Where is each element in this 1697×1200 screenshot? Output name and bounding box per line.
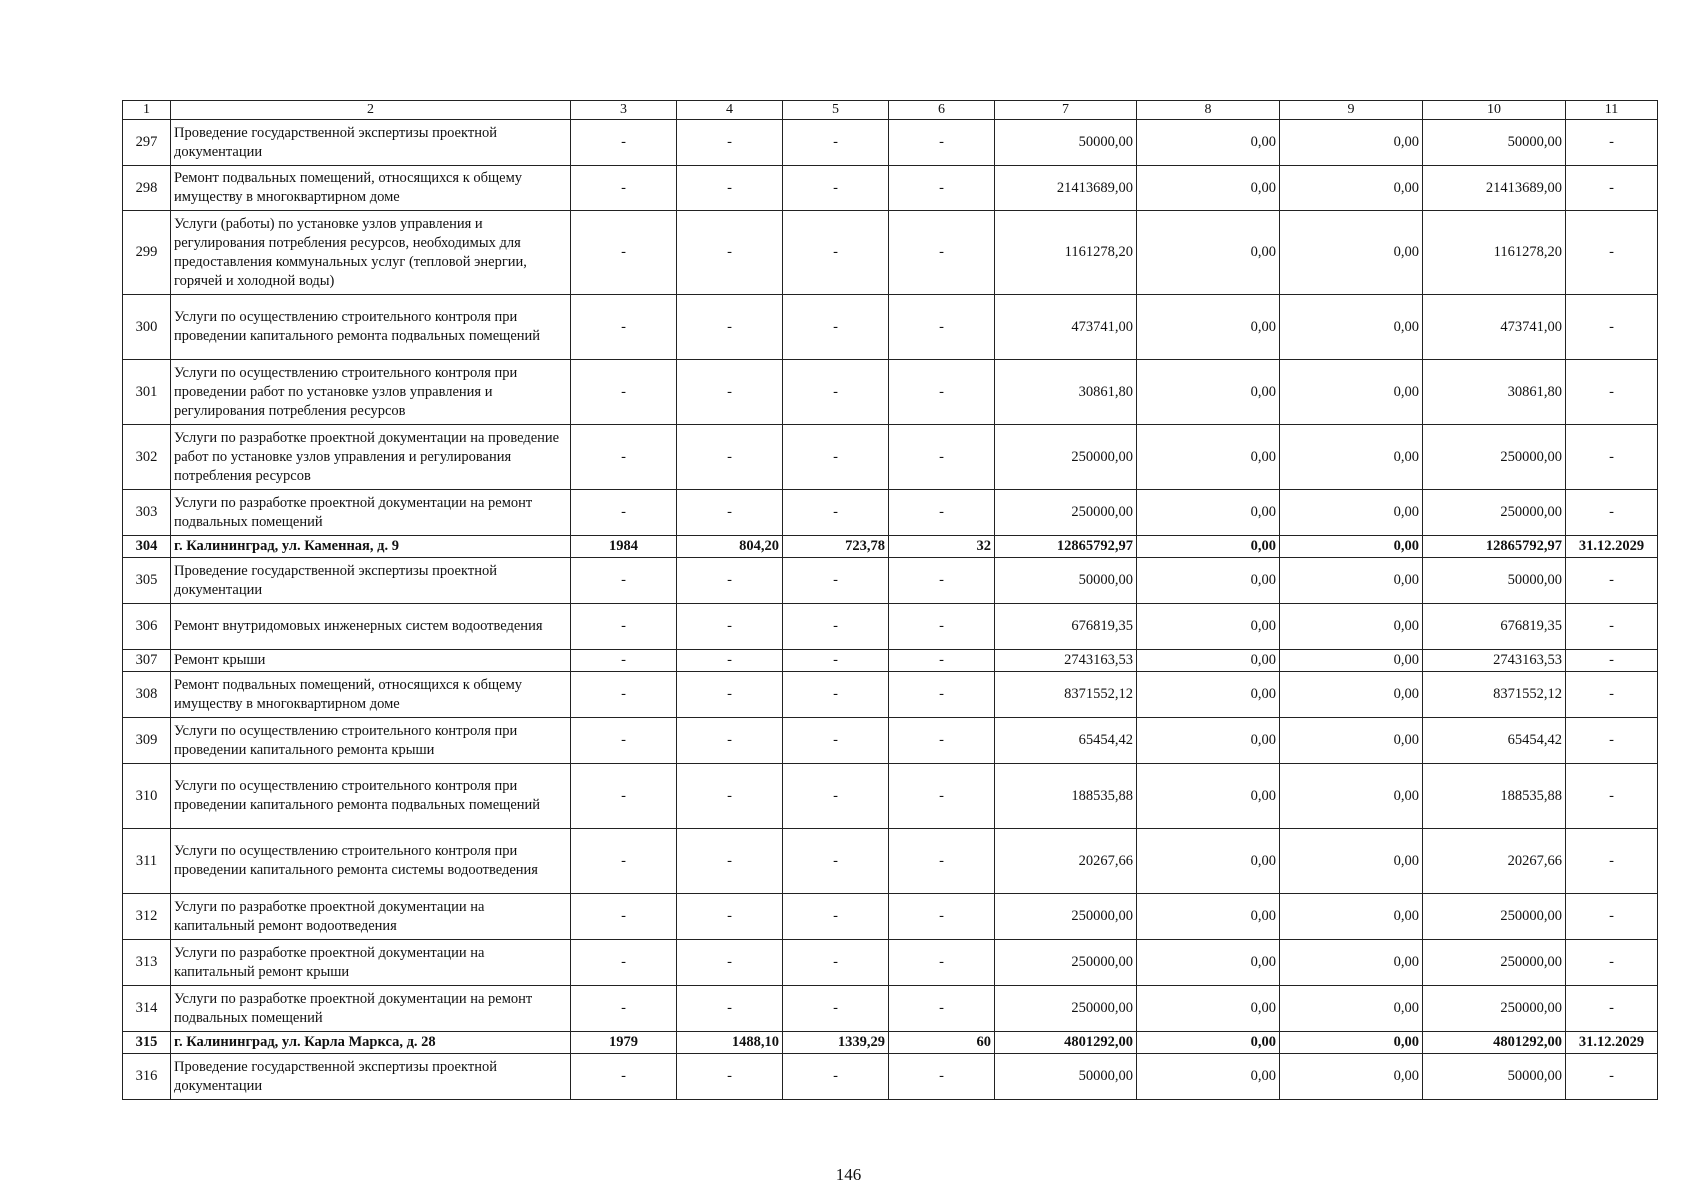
cell-col-4: - [677, 1054, 783, 1100]
cell-col-5: - [783, 211, 889, 295]
cell-col-4: 804,20 [677, 536, 783, 558]
row-number: 307 [123, 650, 171, 672]
cell-col-6: - [889, 558, 995, 604]
cell-col-9: 0,00 [1280, 360, 1423, 425]
cell-col-11: - [1566, 295, 1658, 360]
row-number: 301 [123, 360, 171, 425]
cell-col-7: 250000,00 [995, 894, 1137, 940]
row-description: Услуги по разработке проектной документации на ремонт подвальных помещений [171, 490, 571, 536]
row-number: 316 [123, 1054, 171, 1100]
row-number: 304 [123, 536, 171, 558]
cell-col-11: - [1566, 490, 1658, 536]
cell-col-4: - [677, 718, 783, 764]
cell-col-11: - [1566, 672, 1658, 718]
cell-col-6: - [889, 360, 995, 425]
cell-col-3: - [571, 295, 677, 360]
cell-col-5: - [783, 986, 889, 1032]
address-row [123, 1032, 1658, 1054]
table-row [123, 672, 1658, 718]
row-description: Проведение государственной экспертизы проектной документации [171, 558, 571, 604]
table-row [123, 425, 1658, 490]
cell-col-4: - [677, 829, 783, 894]
cell-col-9: 0,00 [1280, 940, 1423, 986]
cell-col-9: 0,00 [1280, 672, 1423, 718]
cell-col-10: 473741,00 [1423, 295, 1566, 360]
cell-col-6: - [889, 829, 995, 894]
cell-col-9: 0,00 [1280, 536, 1423, 558]
cell-col-10: 4801292,00 [1423, 1032, 1566, 1054]
cell-col-8: 0,00 [1137, 829, 1280, 894]
cell-col-4: - [677, 558, 783, 604]
cell-col-9: 0,00 [1280, 986, 1423, 1032]
cell-col-9: 0,00 [1280, 295, 1423, 360]
cell-col-10: 250000,00 [1423, 425, 1566, 490]
cell-col-5: - [783, 120, 889, 166]
cell-col-3: - [571, 986, 677, 1032]
cell-col-6: - [889, 940, 995, 986]
cell-col-4: - [677, 211, 783, 295]
column-header: 9 [1280, 101, 1423, 120]
cell-col-3: - [571, 650, 677, 672]
cell-col-10: 1161278,20 [1423, 211, 1566, 295]
cell-col-11: - [1566, 718, 1658, 764]
cell-col-5: 1339,29 [783, 1032, 889, 1054]
cell-col-6: - [889, 166, 995, 211]
cell-col-7: 1161278,20 [995, 211, 1137, 295]
cell-col-11: - [1566, 986, 1658, 1032]
cell-col-11: - [1566, 425, 1658, 490]
cell-col-3: - [571, 360, 677, 425]
program-table [122, 100, 1658, 1100]
cell-col-6: - [889, 604, 995, 650]
cell-col-3: - [571, 490, 677, 536]
row-number: 309 [123, 718, 171, 764]
table-row [123, 1054, 1658, 1100]
cell-col-8: 0,00 [1137, 894, 1280, 940]
cell-col-6: - [889, 1054, 995, 1100]
cell-col-10: 30861,80 [1423, 360, 1566, 425]
cell-col-6: - [889, 986, 995, 1032]
cell-col-11: - [1566, 166, 1658, 211]
table-row [123, 940, 1658, 986]
cell-col-3: - [571, 718, 677, 764]
cell-col-9: 0,00 [1280, 650, 1423, 672]
cell-col-8: 0,00 [1137, 672, 1280, 718]
cell-col-7: 21413689,00 [995, 166, 1137, 211]
row-description: Услуги по осуществлению строительного контроля при проведении капитального ремонта крыши [171, 718, 571, 764]
address-row [123, 536, 1658, 558]
row-description: Услуги по разработке проектной документации на проведение работ по установке узлов управления и регулирования потребления ресурсов [171, 425, 571, 490]
table-row [123, 604, 1658, 650]
cell-col-10: 21413689,00 [1423, 166, 1566, 211]
column-header: 5 [783, 101, 889, 120]
cell-col-9: 0,00 [1280, 894, 1423, 940]
cell-col-6: - [889, 425, 995, 490]
cell-col-4: - [677, 764, 783, 829]
cell-col-4: - [677, 425, 783, 490]
cell-col-5: - [783, 558, 889, 604]
row-number: 300 [123, 295, 171, 360]
cell-col-8: 0,00 [1137, 120, 1280, 166]
row-description: Услуги по осуществлению строительного контроля при проведении работ по установке узлов управления и регулирования потребления ресурсов [171, 360, 571, 425]
cell-col-9: 0,00 [1280, 558, 1423, 604]
cell-col-3: - [571, 829, 677, 894]
cell-col-4: - [677, 672, 783, 718]
cell-col-10: 50000,00 [1423, 558, 1566, 604]
cell-col-8: 0,00 [1137, 940, 1280, 986]
cell-col-3: - [571, 1054, 677, 1100]
cell-col-9: 0,00 [1280, 718, 1423, 764]
cell-col-6: - [889, 894, 995, 940]
cell-col-6: 60 [889, 1032, 995, 1054]
cell-col-7: 676819,35 [995, 604, 1137, 650]
cell-col-8: 0,00 [1137, 1032, 1280, 1054]
cell-col-3: - [571, 425, 677, 490]
table-row [123, 894, 1658, 940]
table-row [123, 650, 1658, 672]
cell-col-7: 12865792,97 [995, 536, 1137, 558]
cell-col-10: 65454,42 [1423, 718, 1566, 764]
cell-col-3: - [571, 604, 677, 650]
column-header: 7 [995, 101, 1137, 120]
cell-col-10: 250000,00 [1423, 490, 1566, 536]
cell-col-3: - [571, 672, 677, 718]
cell-col-9: 0,00 [1280, 120, 1423, 166]
column-header: 8 [1137, 101, 1280, 120]
cell-col-8: 0,00 [1137, 211, 1280, 295]
cell-col-6: 32 [889, 536, 995, 558]
cell-col-3: - [571, 211, 677, 295]
cell-col-7: 8371552,12 [995, 672, 1137, 718]
cell-col-8: 0,00 [1137, 425, 1280, 490]
column-header: 3 [571, 101, 677, 120]
column-header: 1 [123, 101, 171, 120]
cell-col-11: - [1566, 120, 1658, 166]
row-description: Проведение государственной экспертизы проектной документации [171, 120, 571, 166]
cell-col-8: 0,00 [1137, 360, 1280, 425]
cell-col-7: 50000,00 [995, 120, 1137, 166]
table-row [123, 360, 1658, 425]
row-number: 308 [123, 672, 171, 718]
cell-col-4: - [677, 295, 783, 360]
cell-col-4: - [677, 120, 783, 166]
table-row [123, 986, 1658, 1032]
cell-col-5: - [783, 166, 889, 211]
cell-col-10: 20267,66 [1423, 829, 1566, 894]
row-description: Ремонт внутридомовых инженерных систем водоотведения [171, 604, 571, 650]
row-number: 313 [123, 940, 171, 986]
row-description: Проведение государственной экспертизы проектной документации [171, 1054, 571, 1100]
cell-col-10: 250000,00 [1423, 986, 1566, 1032]
cell-col-9: 0,00 [1280, 211, 1423, 295]
cell-col-7: 473741,00 [995, 295, 1137, 360]
cell-col-4: - [677, 940, 783, 986]
cell-col-5: - [783, 650, 889, 672]
cell-col-5: - [783, 295, 889, 360]
row-description: Услуги по осуществлению строительного контроля при проведении капитального ремонта подвальных помещений [171, 295, 571, 360]
row-number: 312 [123, 894, 171, 940]
row-number: 305 [123, 558, 171, 604]
row-description: Услуги (работы) по установке узлов управления и регулирования потребления ресурсов, необходимых для предоставления коммунальных услуг (тепловой энергии, горячей и холодной воды) [171, 211, 571, 295]
row-number: 314 [123, 986, 171, 1032]
cell-col-11: - [1566, 894, 1658, 940]
cell-col-4: - [677, 166, 783, 211]
cell-col-11: - [1566, 360, 1658, 425]
cell-col-6: - [889, 672, 995, 718]
row-description: Ремонт подвальных помещений, относящихся к общему имуществу в многоквартирном доме [171, 166, 571, 211]
cell-col-8: 0,00 [1137, 604, 1280, 650]
row-number: 303 [123, 490, 171, 536]
cell-col-9: 0,00 [1280, 166, 1423, 211]
column-header: 2 [171, 101, 571, 120]
cell-col-11: 31.12.2029 [1566, 536, 1658, 558]
table-row [123, 829, 1658, 894]
cell-col-7: 4801292,00 [995, 1032, 1137, 1054]
cell-col-10: 8371552,12 [1423, 672, 1566, 718]
table-row [123, 490, 1658, 536]
row-description: Услуги по разработке проектной документации на ремонт подвальных помещений [171, 986, 571, 1032]
cell-col-9: 0,00 [1280, 1054, 1423, 1100]
cell-col-4: - [677, 360, 783, 425]
cell-col-11: - [1566, 650, 1658, 672]
cell-col-8: 0,00 [1137, 490, 1280, 536]
cell-col-9: 0,00 [1280, 425, 1423, 490]
cell-col-8: 0,00 [1137, 986, 1280, 1032]
row-description: Ремонт крыши [171, 650, 571, 672]
cell-col-5: - [783, 718, 889, 764]
cell-col-8: 0,00 [1137, 536, 1280, 558]
cell-col-8: 0,00 [1137, 718, 1280, 764]
cell-col-5: - [783, 360, 889, 425]
cell-col-7: 30861,80 [995, 360, 1137, 425]
cell-col-8: 0,00 [1137, 558, 1280, 604]
cell-col-9: 0,00 [1280, 1032, 1423, 1054]
cell-col-4: - [677, 894, 783, 940]
cell-col-8: 0,00 [1137, 1054, 1280, 1100]
cell-col-5: 723,78 [783, 536, 889, 558]
cell-col-5: - [783, 1054, 889, 1100]
cell-col-5: - [783, 940, 889, 986]
cell-col-5: - [783, 490, 889, 536]
table-row [123, 120, 1658, 166]
cell-col-10: 50000,00 [1423, 120, 1566, 166]
cell-col-7: 65454,42 [995, 718, 1137, 764]
cell-col-4: - [677, 650, 783, 672]
cell-col-7: 50000,00 [995, 558, 1137, 604]
cell-col-11: - [1566, 604, 1658, 650]
row-description: Услуги по осуществлению строительного контроля при проведении капитального ремонта системы водоотведения [171, 829, 571, 894]
cell-col-3: 1984 [571, 536, 677, 558]
cell-col-3: - [571, 894, 677, 940]
cell-col-11: - [1566, 764, 1658, 829]
cell-col-10: 250000,00 [1423, 940, 1566, 986]
cell-col-3: - [571, 764, 677, 829]
cell-col-11: - [1566, 829, 1658, 894]
cell-col-6: - [889, 764, 995, 829]
cell-col-9: 0,00 [1280, 764, 1423, 829]
cell-col-7: 250000,00 [995, 425, 1137, 490]
row-description: Услуги по разработке проектной документации на капитальный ремонт водоотведения [171, 894, 571, 940]
row-number: 315 [123, 1032, 171, 1054]
page-number: 146 [835, 1165, 862, 1184]
program-table-sheet [122, 100, 1657, 1100]
cell-col-6: - [889, 490, 995, 536]
column-header: 11 [1566, 101, 1658, 120]
cell-col-5: - [783, 425, 889, 490]
cell-col-8: 0,00 [1137, 295, 1280, 360]
cell-col-10: 188535,88 [1423, 764, 1566, 829]
cell-col-4: - [677, 604, 783, 650]
table-row [123, 211, 1658, 295]
cell-col-8: 0,00 [1137, 166, 1280, 211]
cell-col-10: 12865792,97 [1423, 536, 1566, 558]
row-description: Ремонт подвальных помещений, относящихся к общему имуществу в многоквартирном доме [171, 672, 571, 718]
column-header: 4 [677, 101, 783, 120]
cell-col-5: - [783, 829, 889, 894]
cell-col-7: 50000,00 [995, 1054, 1137, 1100]
cell-col-9: 0,00 [1280, 829, 1423, 894]
cell-col-6: - [889, 295, 995, 360]
cell-col-11: - [1566, 940, 1658, 986]
cell-col-11: - [1566, 211, 1658, 295]
cell-col-10: 2743163,53 [1423, 650, 1566, 672]
cell-col-9: 0,00 [1280, 604, 1423, 650]
cell-col-10: 250000,00 [1423, 894, 1566, 940]
row-number: 310 [123, 764, 171, 829]
cell-col-4: 1488,10 [677, 1032, 783, 1054]
table-row [123, 295, 1658, 360]
cell-col-5: - [783, 604, 889, 650]
cell-col-10: 50000,00 [1423, 1054, 1566, 1100]
cell-col-11: - [1566, 558, 1658, 604]
cell-col-11: - [1566, 1054, 1658, 1100]
cell-col-7: 188535,88 [995, 764, 1137, 829]
cell-col-3: - [571, 558, 677, 604]
cell-col-10: 676819,35 [1423, 604, 1566, 650]
cell-col-6: - [889, 718, 995, 764]
cell-col-5: - [783, 672, 889, 718]
row-number: 302 [123, 425, 171, 490]
cell-col-4: - [677, 490, 783, 536]
row-number: 298 [123, 166, 171, 211]
cell-col-8: 0,00 [1137, 764, 1280, 829]
cell-col-5: - [783, 764, 889, 829]
column-header: 10 [1423, 101, 1566, 120]
cell-col-6: - [889, 211, 995, 295]
cell-col-6: - [889, 650, 995, 672]
cell-col-3: - [571, 940, 677, 986]
table-body [123, 101, 1658, 1100]
column-number-header-row [123, 101, 1658, 120]
cell-col-7: 250000,00 [995, 986, 1137, 1032]
cell-col-5: - [783, 894, 889, 940]
cell-col-3: 1979 [571, 1032, 677, 1054]
cell-col-7: 250000,00 [995, 490, 1137, 536]
column-header: 6 [889, 101, 995, 120]
table-row [123, 718, 1658, 764]
row-number: 299 [123, 211, 171, 295]
row-number: 306 [123, 604, 171, 650]
row-number: 297 [123, 120, 171, 166]
cell-col-7: 2743163,53 [995, 650, 1137, 672]
table-row [123, 558, 1658, 604]
row-description: Услуги по осуществлению строительного контроля при проведении капитального ремонта подвальных помещений [171, 764, 571, 829]
cell-col-3: - [571, 166, 677, 211]
cell-col-4: - [677, 986, 783, 1032]
row-description: г. Калининград, ул. Карла Маркса, д. 28 [171, 1032, 571, 1054]
row-description: г. Калининград, ул. Каменная, д. 9 [171, 536, 571, 558]
row-description: Услуги по разработке проектной документации на капитальный ремонт крыши [171, 940, 571, 986]
cell-col-6: - [889, 120, 995, 166]
row-number: 311 [123, 829, 171, 894]
cell-col-7: 250000,00 [995, 940, 1137, 986]
cell-col-8: 0,00 [1137, 650, 1280, 672]
cell-col-11: 31.12.2029 [1566, 1032, 1658, 1054]
cell-col-9: 0,00 [1280, 490, 1423, 536]
cell-col-7: 20267,66 [995, 829, 1137, 894]
table-row [123, 764, 1658, 829]
table-row [123, 166, 1658, 211]
cell-col-3: - [571, 120, 677, 166]
